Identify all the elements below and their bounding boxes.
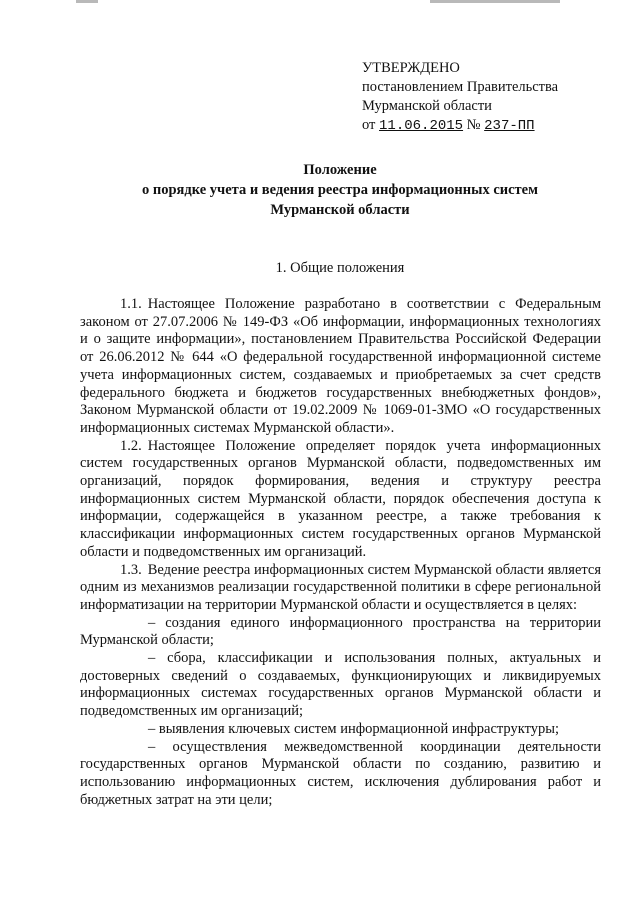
paragraph-number: 1.2. <box>120 437 142 454</box>
approval-date: 11.06.2015 <box>379 118 464 134</box>
list-item: – выявления ключевых систем информационной инфраструктуры; <box>148 720 559 737</box>
paragraph-number: 1.1. <box>120 296 142 312</box>
title-line-1: Положение <box>303 162 377 178</box>
title-line-3: Мурманской области <box>270 202 410 218</box>
approval-heading: УТВЕРЖДЕНО <box>362 60 460 76</box>
list-item: – сбора, классификации и использования полных, актуальных и достоверных сведений о создаваемых, функционирующих и ликвидируемых информационных системах государственных органов Мурманской области и подведомственных им организаций; <box>80 650 601 720</box>
paragraph-1-2 <box>80 438 601 562</box>
scan-artifact <box>430 0 560 3</box>
list-item: – создания единого информационного пространства на территории Мурманской области; <box>80 614 601 649</box>
document-title <box>80 160 600 220</box>
approval-block <box>362 59 632 136</box>
approval-date-line <box>362 116 632 136</box>
paragraph-1-3 <box>80 562 601 615</box>
paragraph-number: 1.3. <box>120 561 142 578</box>
approval-line-1: постановлением Правительства <box>362 79 559 95</box>
from-label: от <box>362 117 376 133</box>
number-label: № <box>466 117 481 133</box>
paragraph-1-1 <box>80 296 601 438</box>
approval-number: 237-ПП <box>484 118 535 134</box>
section-heading: 1. Общие положения <box>275 260 405 276</box>
paragraph-text: Ведение реестра информационных систем Мурманской области является одним из механизмов реализации государственной политики в сфере региональной информатизации на территории Мурманской области и осуществляется в целях: <box>80 561 601 613</box>
title-line-2: о порядке учета и ведения реестра информационных систем <box>142 182 538 198</box>
paragraph-text: Настоящее Положение определяет порядок учета информационных систем государственных органов Мурманской области, подведомственных им организаций, порядок формирования, ведения и структуру реестра информационных систем Мурманской области, порядок обеспечения доступа к информации, содержащейся в указанном реестре, а также требования к классификации информационных систем государственных органов Мурманской области и подведомственных им организаций. <box>80 437 601 560</box>
document-body <box>80 296 601 809</box>
approval-line-2: Мурманской области <box>362 98 492 114</box>
paragraph-text: Настоящее Положение разработано в соответствии с Федеральным законом от 27.07.2006 № 149-ФЗ «Об информации, информационных технологиях и о защите информации», постановлением Правительства Российской Федерации от 26.06.2012 № 644 «О федеральной государственной информационной системе учета информационных систем, создаваемых и приобретаемых за счет средств федерального бюджета и бюджетов государственных внебюджетных фондов», Законом Мурманской области от 19.02.2009 № 1069-01-ЗМО «О государственных информационных системах Мурманской области». <box>80 296 601 436</box>
list-item: – осуществления межведомственной координации деятельности государственных органов Мурманской области по созданию, развитию и использованию информационных систем, исключения дублирования работ и бюджетных затрат на эти цели; <box>80 738 601 808</box>
scan-artifact <box>76 0 98 3</box>
